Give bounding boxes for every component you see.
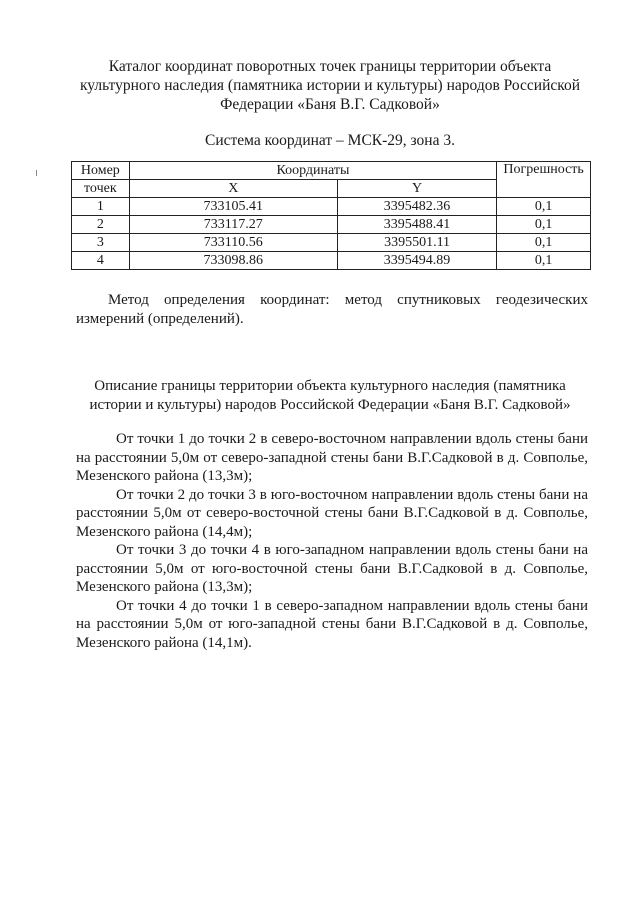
boundary-description [76,430,588,652]
header-error: Погрешность [497,162,591,198]
table-header-row [72,162,591,180]
cell-y: 3395494.89 [337,252,496,270]
table-row [72,234,591,252]
cell-y: 3395488.41 [337,216,496,234]
table-row [72,252,591,270]
margin-mark [36,170,37,176]
boundary-paragraph: От точки 4 до точки 1 в северо-западном направлении вдоль стены бани на расстоянии 5,0м от юго-западной стены бани В.Г.Садковой в д. Совполье, Мезенского района (14,1м). [76,597,588,651]
cell-y: 3395501.11 [337,234,496,252]
coordinates-table [71,161,591,270]
table-row [72,216,591,234]
cell-y: 3395482.36 [337,198,496,216]
coordinate-system: Система координат – МСК-29, зона 3. [205,132,455,149]
cell-num: 4 [72,252,130,270]
catalog-title: Каталог координат поворотных точек границы территории объекта культурного наследия (памятника истории и культуры) народов Российской Федерации «Баня В.Г. Садковой» [79,58,581,113]
cell-error: 0,1 [497,234,591,252]
cell-num: 2 [72,216,130,234]
header-y: Y [337,180,496,198]
cell-x: 733105.41 [129,198,337,216]
header-num-line2: точек [72,180,130,198]
header-x: X [129,180,337,198]
boundary-paragraph: От точки 2 до точки 3 в юго-восточном направлении вдоль стены бани на расстоянии 5,0м от северо-восточной стены бани В.Г.Садковой в д. Совполье, Мезенского района (14,4м); [76,486,588,540]
cell-x: 733110.56 [129,234,337,252]
boundary-paragraph: От точки 1 до точки 2 в северо-восточном направлении вдоль стены бани на расстоянии 5,0м от северо-западной стены бани В.Г.Садковой в д. Совполье, Мезенского района (13,3м); [76,431,588,484]
cell-error: 0,1 [497,198,591,216]
cell-x: 733098.86 [129,252,337,270]
cell-num: 1 [72,198,130,216]
boundary-paragraph: От точки 3 до точки 4 в юго-западном направлении вдоль стены бани на расстоянии 5,0м от юго-восточной стены бани В.Г.Садковой в д. Совполье, Мезенского района (13,3м); [76,542,588,595]
cell-num: 3 [72,234,130,252]
cell-error: 0,1 [497,216,591,234]
cell-x: 733117.27 [129,216,337,234]
method-paragraph: Метод определения координат: метод спутниковых геодезических измерений (определений). [76,292,588,327]
table-row [72,198,591,216]
header-num: Номер [72,162,130,180]
header-coordinates: Координаты [129,162,497,180]
cell-error: 0,1 [497,252,591,270]
description-title: Описание границы территории объекта культурного наследия (памятника истории и культуры) народов Российской Федерации «Баня В.Г. Садковой» [89,378,571,413]
